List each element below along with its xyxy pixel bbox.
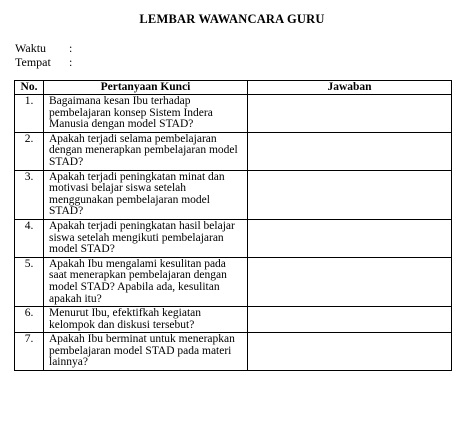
field-label: Waktu bbox=[15, 41, 47, 55]
row-number: 6. bbox=[15, 307, 44, 333]
field-separator: : bbox=[69, 55, 73, 69]
row-answer[interactable] bbox=[248, 132, 452, 170]
row-answer[interactable] bbox=[248, 170, 452, 219]
table-row bbox=[15, 307, 452, 333]
row-number: 7. bbox=[15, 333, 44, 371]
row-question: Apakah Ibu berminat untuk menerapkan pembelajaran model STAD pada materi lainnya? bbox=[44, 333, 248, 371]
row-question: Apakah terjadi peningkatan hasil belajar siswa setelah mengikuti pembelajaran model STAD? bbox=[44, 219, 248, 257]
row-answer[interactable] bbox=[248, 257, 452, 306]
row-question: Apakah terjadi selama pembelajaran dengan menerapkan pembelajaran model STAD? bbox=[44, 132, 248, 170]
row-answer[interactable] bbox=[248, 307, 452, 333]
table-row bbox=[15, 132, 452, 170]
table-row bbox=[15, 219, 452, 257]
row-answer[interactable] bbox=[248, 219, 452, 257]
table-row bbox=[15, 170, 452, 219]
field-label: Tempat bbox=[15, 55, 51, 69]
row-number: 5. bbox=[15, 257, 44, 306]
row-answer[interactable] bbox=[248, 333, 452, 371]
row-question: Bagaimana kesan Ibu terhadap pembelajaran konsep Sistem Indera Manusia dengan model STAD? bbox=[44, 95, 248, 133]
row-question: Apakah Ibu mengalami kesulitan pada saat menerapkan pembelajaran dengan model STAD? Apabila ada, kesulitan apakah itu? bbox=[44, 257, 248, 306]
table-row bbox=[15, 333, 452, 371]
row-question: Menurut Ibu, efektifkah kegiatan kelompok dan diskusi tersebut? bbox=[44, 307, 248, 333]
row-question: Apakah terjadi peningkatan minat dan motivasi belajar siswa setelah menggunakan pembelajaran model STAD? bbox=[44, 170, 248, 219]
interview-table bbox=[14, 80, 452, 371]
field-waktu bbox=[15, 41, 72, 55]
header-answer: Jawaban bbox=[248, 81, 452, 95]
table-row bbox=[15, 257, 452, 306]
row-answer[interactable] bbox=[248, 95, 452, 133]
row-number: 3. bbox=[15, 170, 44, 219]
page-title: LEMBAR WAWANCARA GURU bbox=[139, 12, 325, 26]
header-no: No. bbox=[15, 81, 44, 95]
field-tempat bbox=[15, 55, 72, 69]
table-row bbox=[15, 95, 452, 133]
header-question: Pertanyaan Kunci bbox=[44, 81, 248, 95]
row-number: 1. bbox=[15, 95, 44, 133]
table-header-row bbox=[15, 81, 452, 95]
row-number: 2. bbox=[15, 132, 44, 170]
field-separator: : bbox=[69, 41, 73, 55]
row-number: 4. bbox=[15, 219, 44, 257]
